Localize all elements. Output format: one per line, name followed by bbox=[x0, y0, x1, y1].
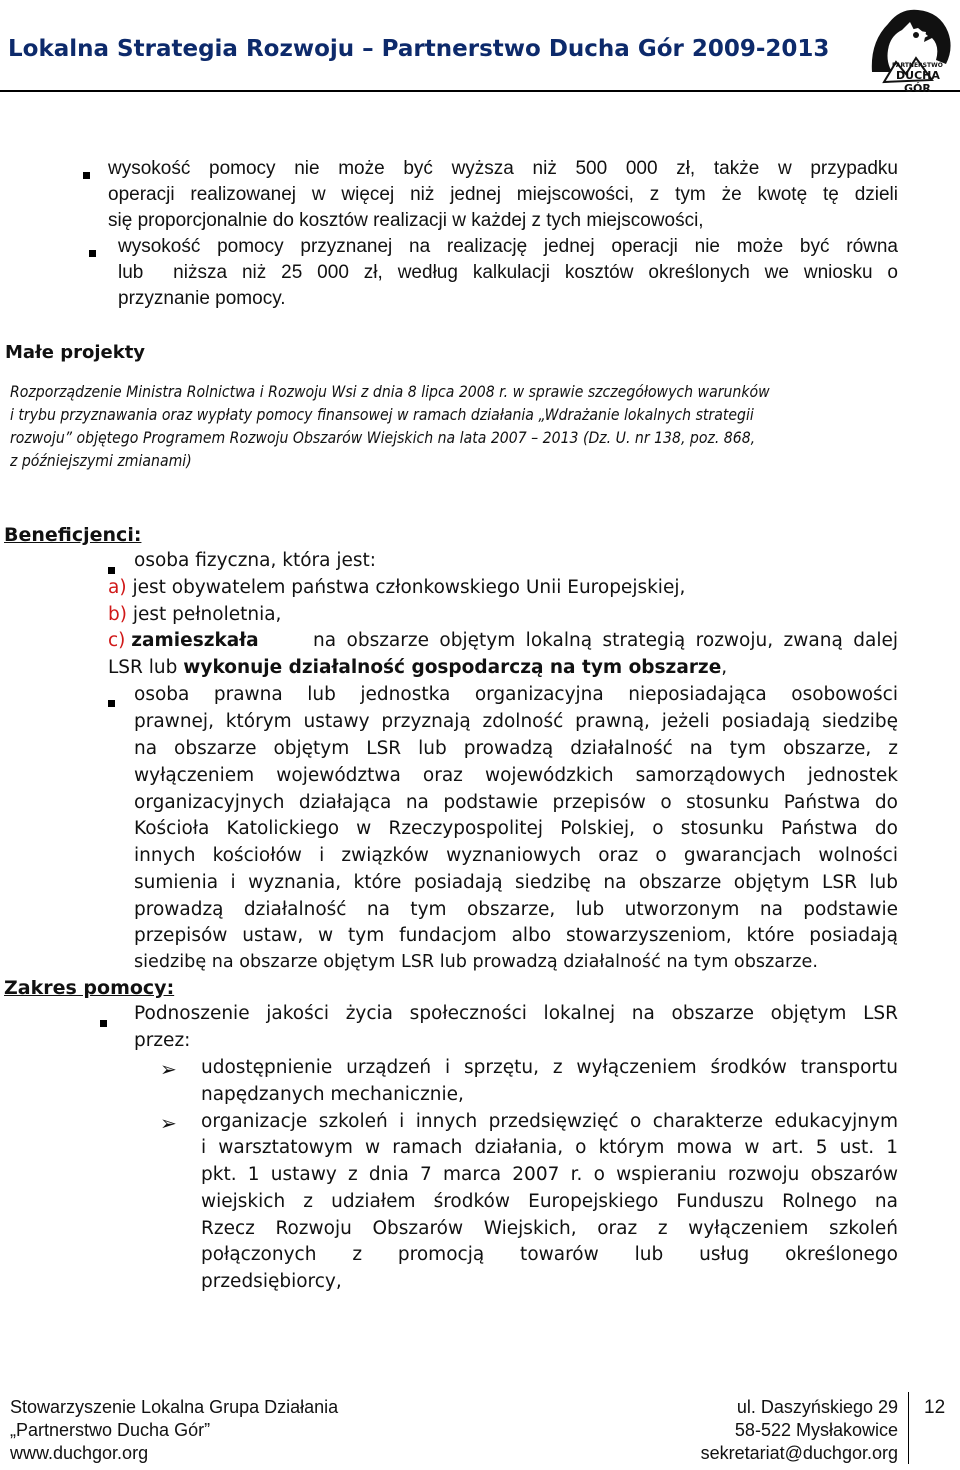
footer-divider bbox=[908, 1392, 909, 1464]
condition-text: LSR lub bbox=[108, 657, 178, 678]
list-item-line: sumienia i wyznania, które posiadają siedzibę na obszarze objętym LSR lub bbox=[134, 872, 898, 893]
logo-text-ducha: DUCHA bbox=[896, 69, 940, 82]
page-header-title: Lokalna Strategia Rozwoju – Partnerstwo Ducha Gór 2009-2013 bbox=[8, 36, 830, 62]
list-bullet bbox=[100, 1012, 107, 1031]
list-item-line: prowadzą działalność na tym obszarze, lub utworzonym na podstawie bbox=[134, 899, 898, 920]
list-marker: b) bbox=[108, 604, 127, 625]
condition-text: na obszarze objętym lokalną strategią rozwoju, zwaną dalej bbox=[313, 630, 898, 651]
scope-sub-item-line: połączonych z promocją towarów lub usług określonego bbox=[201, 1244, 898, 1265]
list-marker: c) bbox=[108, 630, 126, 651]
scope-sub-item-line: pkt. 1 ustawy z dnia 7 marca 2007 r. o wspieraniu rozwoju obszarów bbox=[201, 1164, 898, 1185]
list-item-line: osoba prawna lub jednostka organizacyjna nieposiadająca osobowości bbox=[134, 684, 898, 705]
list-item-line: innych kościołów i związków wyznaniowych oraz o gwarancjach wolności bbox=[134, 845, 898, 866]
list-item-line: przyznanie pomocy. bbox=[118, 288, 286, 309]
list-item-line: na obszarze objętym LSR lub prowadzą działalność na tym obszarze, z bbox=[134, 738, 898, 759]
scope-sub-item-line: organizacje szkoleń i innych przedsięwzięć o charakterze edukacyjnym bbox=[201, 1111, 898, 1132]
logo-text-partnerstwo: PARTNERSTWO bbox=[892, 62, 943, 69]
partnerstwo-ducha-gor-logo bbox=[866, 2, 954, 98]
citation-line: Rozporządzenie Ministra Rolnictwa i Rozwoju Wsi z dnia 8 lipca 2008 r. w sprawie szczegółowych warunków bbox=[10, 382, 770, 401]
scope-main-line: Podnoszenie jakości życia społeczności lokalnej na obszarze objętym LSR bbox=[134, 1003, 898, 1024]
list-item-line: Kościoła Katolickiego w Rzeczypospolitej Polskiej, o stosunku Państwa do bbox=[134, 818, 898, 839]
footer-street: ul. Daszyńskiego 29 bbox=[736, 1397, 898, 1417]
footer-email: sekretariat@duchgor.org bbox=[700, 1443, 898, 1463]
citation-line: z późniejszymi zmianami) bbox=[10, 451, 192, 470]
beneficiary-person-intro: osoba fizyczna, która jest: bbox=[134, 550, 377, 571]
list-bullet bbox=[108, 559, 115, 578]
footer-city: 58-522 Mysłakowice bbox=[734, 1420, 898, 1440]
list-bullet bbox=[108, 692, 115, 711]
scope-main-line: przez: bbox=[134, 1030, 191, 1051]
footer-org-subtitle: „Partnerstwo Ducha Gór” bbox=[10, 1420, 211, 1440]
list-item-line: wyłączeniem województwa oraz wojewódzkich samorządowych jednostek bbox=[134, 765, 898, 786]
list-item-line: przepisów ustaw, w tym fundacjom albo stowarzyszeniom, które posiadają bbox=[134, 925, 898, 946]
scope-heading: Zakres pomocy: bbox=[4, 977, 175, 999]
condition-bold-text: zamieszkała bbox=[131, 630, 259, 651]
citation-line: rozwoju” objętego Programem Rozwoju Obszarów Wiejskich na lata 2007 – 2013 (Dz. U. nr 138, poz. 868, bbox=[10, 428, 756, 447]
list-item-line: się proporcjonalnie do kosztów realizacji w każdej z tych miejscowości, bbox=[108, 210, 704, 231]
footer-website: www.duchgor.org bbox=[10, 1443, 149, 1463]
footer-org-name: Stowarzyszenie Lokalna Grupa Działania bbox=[10, 1397, 339, 1417]
list-item-line: wysokość pomocy przyznanej na realizację jednej operacji nie może być równa bbox=[118, 236, 898, 257]
list-item-line: wysokość pomocy nie może być wyższa niż 500 000 zł, także w przypadku bbox=[108, 158, 898, 179]
list-item-line: siedzibę na obszarze objętym LSR lub prowadzą działalność na tym obszarze. bbox=[134, 952, 818, 972]
list-item-line: prawnej, którym ustawy przyznają zdolność prawną, jeżeli posiadają siedzibę bbox=[134, 711, 898, 732]
arrow-bullet-icon: ➢ bbox=[160, 1111, 177, 1135]
scope-sub-item-line: wiejskich z udziałem środków Europejskiego Funduszu Rolnego na bbox=[201, 1191, 898, 1212]
logo-text-gor: GÓR bbox=[904, 82, 931, 95]
scope-sub-item-line: przedsiębiorcy, bbox=[201, 1271, 342, 1292]
arrow-bullet-icon: ➢ bbox=[160, 1057, 177, 1081]
list-bullet bbox=[83, 164, 90, 183]
citation-line: i trybu przyznawania oraz wypłaty pomocy finansowej w ramach działania „Wdrażanie lokalnych strategii bbox=[10, 405, 754, 424]
condition-bold-text: wykonuje działalność gospodarczą na tym obszarze bbox=[183, 657, 722, 678]
beneficiary-condition-b bbox=[108, 604, 281, 625]
beneficiary-condition-c-continued bbox=[108, 657, 727, 678]
list-item-line: operacji realizowanej w więcej niż jednej miejscowości, z tym że kwotę tę dzieli bbox=[108, 184, 898, 205]
header-divider bbox=[0, 90, 960, 92]
condition-text: , bbox=[721, 657, 728, 678]
section-title: Małe projekty bbox=[5, 342, 146, 363]
scope-sub-item-line: i warsztatowym w ramach działania, o którym mowa w art. 5 ust. 1 bbox=[201, 1137, 898, 1158]
list-marker: a) bbox=[108, 577, 127, 598]
beneficiaries-heading: Beneficjenci: bbox=[4, 524, 142, 546]
beneficiary-condition-a bbox=[108, 577, 685, 598]
page-number: 12 bbox=[924, 1397, 946, 1418]
condition-text: jest obywatelem państwa członkowskiego Unii Europejskiej, bbox=[132, 577, 686, 598]
condition-text: jest pełnoletnia, bbox=[132, 604, 282, 625]
list-item-line: organizacyjnych działająca na podstawie przepisów o stosunku Państwa do bbox=[134, 792, 898, 813]
list-bullet bbox=[89, 242, 96, 261]
list-item-line: lub niższa niż 25 000 zł, według kalkulacji kosztów określonych we wniosku o bbox=[118, 262, 898, 283]
scope-sub-item-line: napędzanych mechanicznie, bbox=[201, 1084, 464, 1105]
beneficiary-condition-c bbox=[108, 630, 898, 651]
scope-sub-item-line: udostępnienie urządzeń i sprzętu, z wyłączeniem środków transportu bbox=[201, 1057, 898, 1078]
scope-sub-item-line: Rzecz Rozwoju Obszarów Wiejskich, oraz z wyłączeniem szkoleń bbox=[201, 1218, 898, 1239]
